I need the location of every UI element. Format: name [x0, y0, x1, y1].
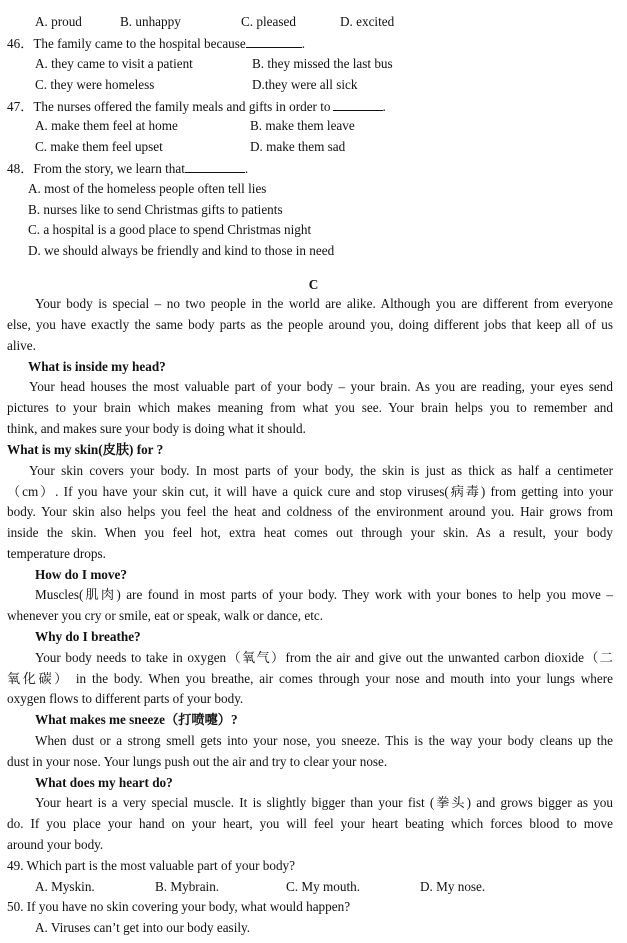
- passage-line: （cm）. If you have your skin cut, it will have a quick cure and stop viruses(病毒) from getting into your: [7, 484, 613, 499]
- passage-line: inside the skin. When you feel hot, extra heat comes out through your skin. As a result, your body: [7, 525, 613, 540]
- passage-line: dust in your nose. Your lungs push out the air and try to clear your nose.: [7, 754, 388, 769]
- q48-option-b: B. nurses like to send Christmas gifts to patients: [28, 202, 283, 217]
- q47-stem: 47．The nurses offered the family meals and gifts in order to .: [7, 99, 386, 114]
- section-heading-sneeze: What makes me sneeze（打喷嚏）?: [35, 712, 238, 727]
- q47-option-c: C. make them feel upset: [35, 139, 163, 154]
- passage-line: oxygen flows to different parts of your body.: [7, 691, 244, 706]
- passage-line: When dust or a strong smell gets into your nose, you sneeze. This is the way your body cleans up the: [35, 733, 613, 748]
- passage-line: around your body.: [7, 837, 104, 852]
- passage-line: think, and makes sure your body is doing what it should.: [7, 421, 306, 436]
- q48-stem-text: 48．From the story, we learn that: [7, 161, 185, 176]
- answer-blank: [246, 35, 302, 48]
- q46-option-d: D.they were all sick: [252, 77, 358, 92]
- passage-line: temperature drops.: [7, 546, 106, 561]
- q49-option-a: A. Myskin.: [35, 879, 95, 894]
- q50-option-a: A. Viruses can’t get into our body easily.: [35, 920, 251, 935]
- q46-option-b: B. they missed the last bus: [252, 56, 393, 71]
- q45-option-b: B. unhappy: [120, 14, 181, 29]
- passage-line: 氧化碳） in the body. When you breathe, air comes through your nose and mouth into your lungs where: [7, 671, 613, 686]
- q46-stem-text: 46．The family came to the hospital because: [7, 36, 246, 51]
- q47-option-a: A. make them feel at home: [35, 118, 178, 133]
- answer-blank: [333, 98, 383, 111]
- passage-line: Your head houses the most valuable part of your body – your brain. As you are reading, your eyes send: [29, 379, 613, 394]
- passage-line: body. Your skin also helps you feel the heat and coldness of the environment around you. Hair grows from: [7, 504, 613, 519]
- q46-stem: 46．The family came to the hospital because .: [7, 36, 306, 51]
- q47-stem-text: 47．The nurses offered the family meals and gifts in order to: [7, 99, 331, 114]
- passage-line: Your body is special – no two people in the world are alike. Although you are different from everyone: [35, 296, 613, 311]
- q45-option-a: A. proud: [35, 14, 82, 29]
- section-heading-head: What is inside my head?: [28, 359, 166, 374]
- q45-option-d: D. excited: [340, 14, 395, 29]
- passage-line: else, you have exactly the same body parts as the people around you, doing different jobs that keep all of us: [7, 317, 613, 332]
- answer-blank: [185, 160, 245, 173]
- section-heading-skin: What is my skin(皮肤) for ?: [7, 442, 164, 457]
- q47-option-b: B. make them leave: [250, 118, 355, 133]
- q48-stem: 48．From the story, we learn that .: [7, 161, 249, 176]
- passage-line: whenever you cry or smile, eat or speak, walk or dance, etc.: [7, 608, 324, 623]
- q46-option-a: A. they came to visit a patient: [35, 56, 193, 71]
- section-heading-move: How do I move?: [35, 567, 127, 582]
- passage-line: do. If you place your hand on your heart, you will feel your heart beating which forces blood to move: [7, 816, 613, 831]
- passage-line: Muscles(肌肉) are found in most parts of your body. They work with your bones to help you move –: [35, 587, 613, 602]
- q48-option-a: A. most of the homeless people often tell lies: [28, 181, 267, 196]
- passage-line: Your body needs to take in oxygen（氧气）from the air and give out the unwanted carbon dioxide（二: [35, 650, 613, 665]
- q46-option-c: C. they were homeless: [35, 77, 155, 92]
- q48-option-c: C. a hospital is a good place to spend Christmas night: [28, 222, 312, 237]
- q48-option-d: D. we should always be friendly and kind to those in need: [28, 243, 335, 258]
- q50-stem: 50. If you have no skin covering your body, what would happen?: [7, 899, 351, 914]
- q49-option-d: D. My nose.: [420, 879, 486, 894]
- section-label: C: [308, 277, 319, 292]
- passage-line: pictures to your brain which makes meaning from what you see. Your brain helps you to remember and: [7, 400, 613, 415]
- passage-line: alive.: [7, 338, 36, 353]
- q49-stem: 49. Which part is the most valuable part of your body?: [7, 858, 295, 873]
- passage-line: Your skin covers your body. In most parts of your body, the skin is just as thick as half a centimeter: [29, 463, 613, 478]
- q45-option-c: C. pleased: [241, 14, 296, 29]
- q49-option-b: B. Mybrain.: [155, 879, 220, 894]
- q47-option-d: D. make them sad: [250, 139, 346, 154]
- q49-option-c: C. My mouth.: [286, 879, 361, 894]
- passage-line: Your heart is a very special muscle. It is slightly bigger than your fist (拳头) and grows bigger as you: [35, 795, 613, 810]
- section-heading-heart: What does my heart do?: [35, 775, 173, 790]
- section-heading-breathe: Why do I breathe?: [35, 629, 141, 644]
